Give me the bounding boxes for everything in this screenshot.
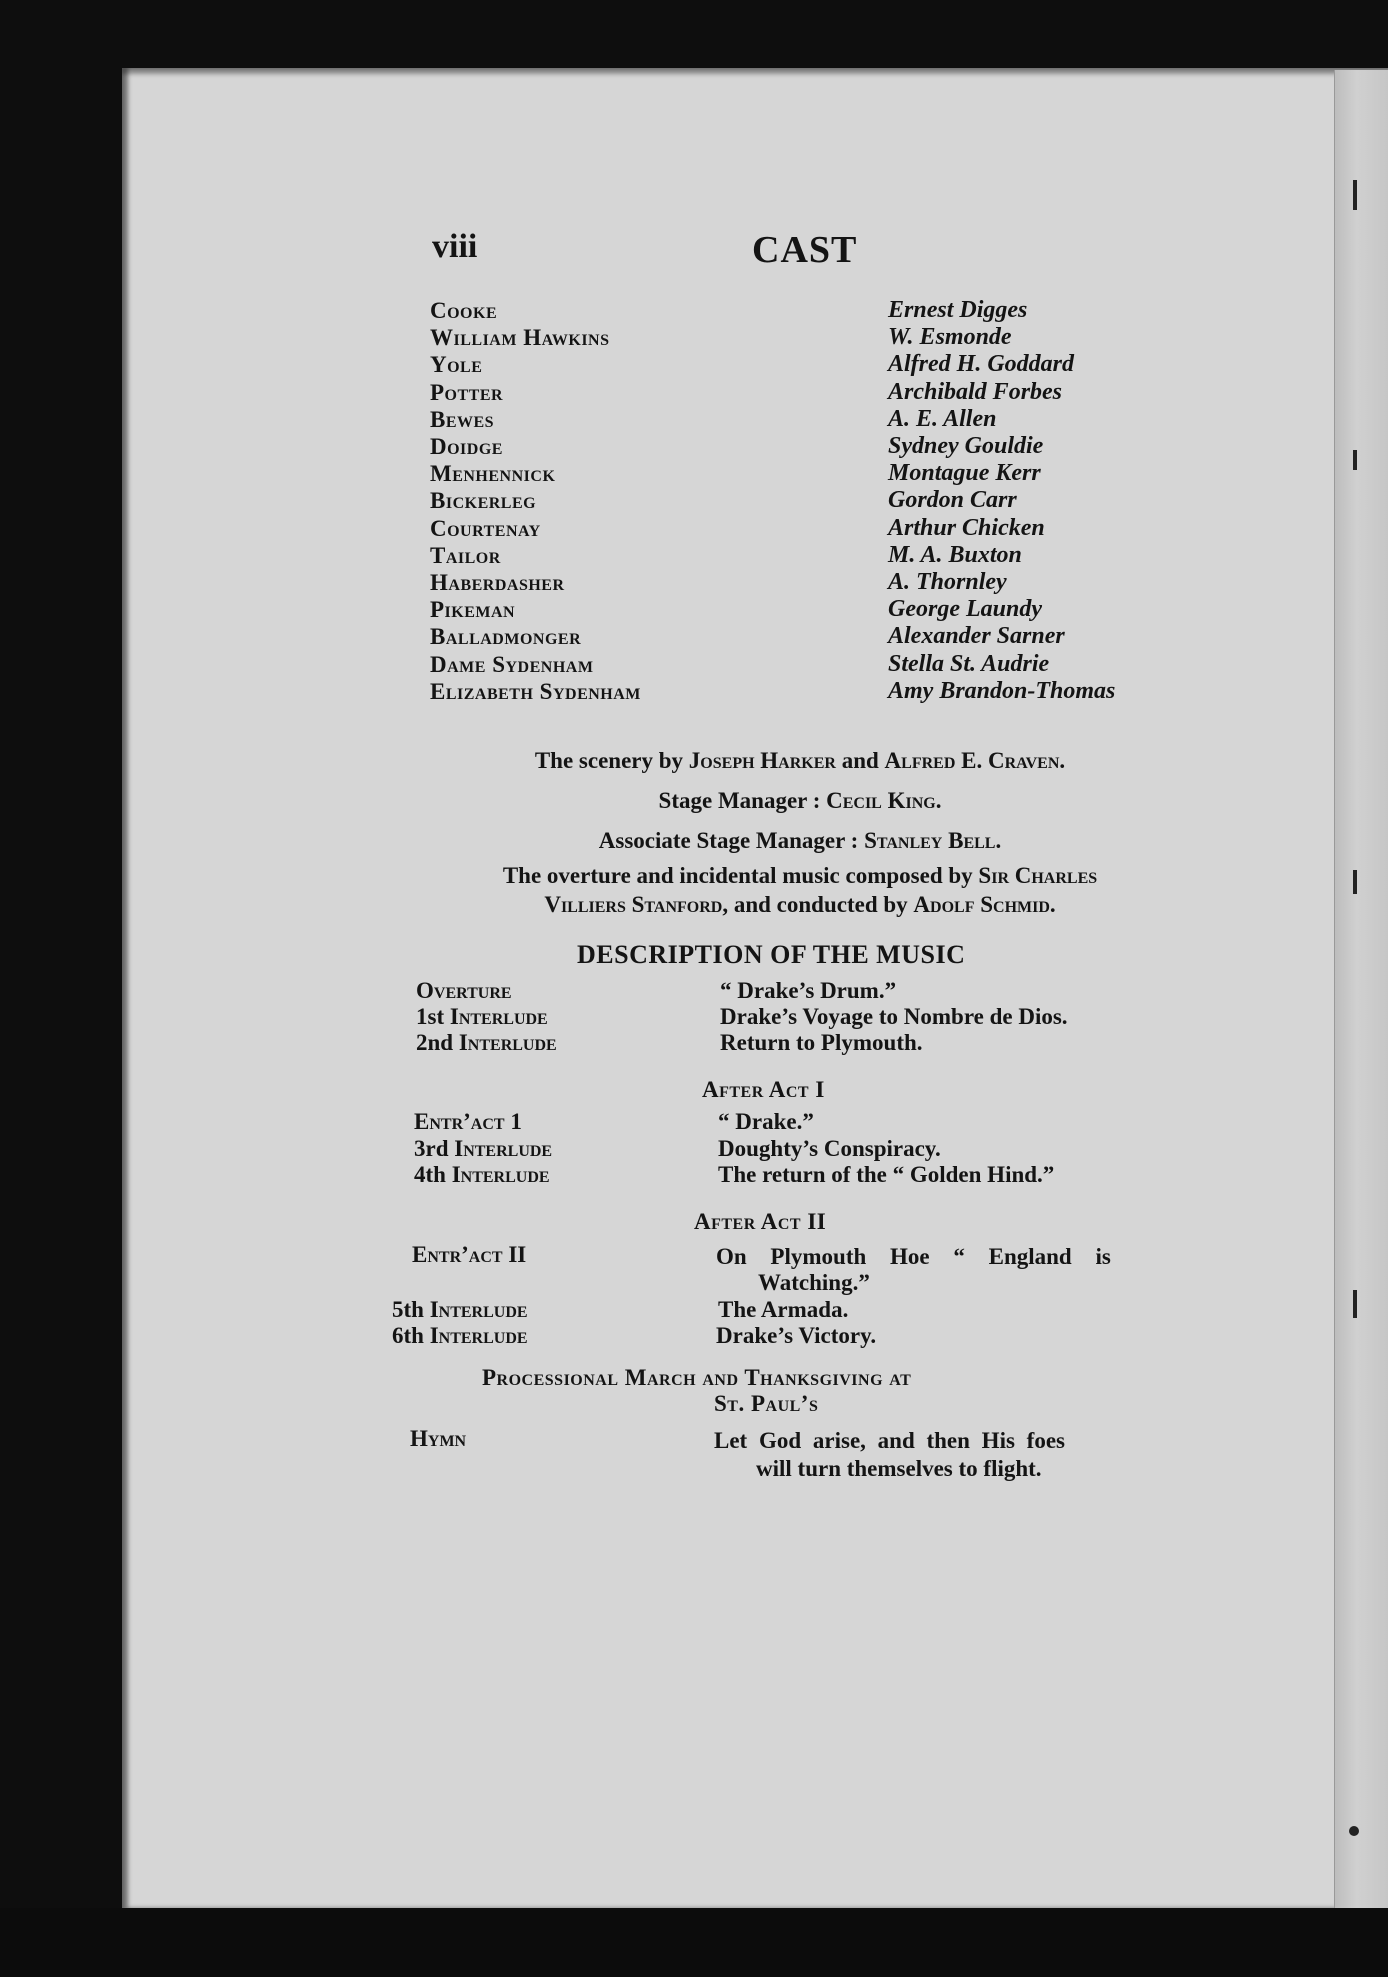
cast-role: Elizabeth Sydenham <box>430 678 641 704</box>
music-label-interlude-6 <box>392 1323 528 1349</box>
cast-actor: A. Thornley <box>888 569 1007 596</box>
music-credit-suffix: . <box>1049 892 1056 917</box>
scenery-credit <box>430 748 1170 774</box>
associate-name: Stanley Bell <box>864 828 996 853</box>
processional-heading-line-1: Processional March and Thanksgiving at <box>482 1365 912 1390</box>
cast-role: Cooke <box>430 298 498 323</box>
cast-role: Doidge <box>430 434 503 460</box>
cast-actor: Arthur Chicken <box>888 514 1045 541</box>
stage-manager-credit <box>430 788 1170 814</box>
stage-manager-name: Cecil King <box>826 788 936 813</box>
music-credit-prefix: The overture and incidental music composed by <box>502 863 979 888</box>
music-label-interlude-5 <box>392 1297 528 1323</box>
music-label-entract-2 <box>412 1242 526 1268</box>
page-edge <box>1334 70 1388 1910</box>
label-text: Interlude <box>454 1136 553 1161</box>
scenery-joiner: and <box>835 748 885 773</box>
music-label-interlude-2 <box>416 1030 557 1056</box>
cast-role: Pikeman <box>430 597 516 623</box>
cast-role: Tailor <box>430 542 501 568</box>
cast-actor: Sydney Gouldie <box>888 433 1044 460</box>
music-label-interlude-1 <box>416 1004 548 1030</box>
music-credit-mid: , and conducted by <box>722 892 914 917</box>
cast-actor: Montague Kerr <box>888 460 1041 487</box>
cast-role: Menhennick <box>430 461 556 487</box>
processional-heading-line-2: St. Paul’s <box>714 1391 819 1416</box>
associate-suffix: . <box>995 828 1002 853</box>
cast-actor: Archibald Forbes <box>888 378 1063 405</box>
music-desc-entract-2: On Plymouth Hoe “ England is <box>716 1244 1111 1269</box>
music-label-interlude-3 <box>414 1136 552 1162</box>
after-act-2-heading: After Act II <box>694 1209 827 1234</box>
composer-name-part-1: Sir Charles <box>978 863 1098 888</box>
label-text: Entr’act 1 <box>414 1109 522 1134</box>
scenery-name-1: Joseph Harker <box>688 748 836 773</box>
label-number: 4th <box>414 1162 452 1187</box>
cast-role: Haberdasher <box>430 570 565 596</box>
scenery-prefix: The scenery by <box>534 748 689 773</box>
cast-role: Courtenay <box>430 515 541 541</box>
cast-role: Balladmonger <box>430 624 582 650</box>
music-section-heading: DESCRIPTION OF THE MUSIC <box>577 940 966 969</box>
page-title: CAST <box>752 229 858 271</box>
conductor-name: Adolf Schmid <box>913 892 1050 917</box>
cast-role: Yole <box>430 352 483 378</box>
cast-role: Bickerleg <box>430 488 537 514</box>
scenery-suffix: . <box>1059 748 1066 773</box>
label-number: 1st <box>416 1004 450 1029</box>
cast-actor: George Laundy <box>888 596 1042 623</box>
label-number: 5th <box>392 1297 430 1322</box>
music-desc-interlude-5: The Armada. <box>718 1297 849 1322</box>
edge-mark <box>1349 1826 1359 1836</box>
edge-mark <box>1353 450 1357 470</box>
label-text: Interlude <box>451 1162 550 1187</box>
associate-prefix: Associate Stage Manager : <box>598 828 865 853</box>
cast-actor: Ernest Digges <box>888 297 1028 323</box>
scenery-name-2: Alfred E. Craven <box>884 748 1060 773</box>
music-desc-interlude-2: Return to Plymouth. <box>720 1030 923 1055</box>
cast-role: Potter <box>430 379 504 405</box>
music-label-interlude-4 <box>414 1162 550 1188</box>
music-label-overture <box>416 978 512 1004</box>
label-text: Overture <box>416 978 512 1003</box>
label-number: 6th <box>392 1323 430 1348</box>
music-desc-interlude-6: Drake’s Victory. <box>716 1323 877 1348</box>
label-text: Entr’act II <box>412 1242 527 1267</box>
associate-stage-manager-credit <box>430 828 1170 854</box>
composer-name-part-2: Villiers Stanford <box>544 892 723 917</box>
music-desc-overture: “ Drake’s Drum.” <box>720 978 897 1003</box>
label-number: 2nd <box>416 1030 459 1055</box>
music-credit-line-1 <box>420 863 1180 889</box>
cast-actor: W. Esmonde <box>888 324 1012 351</box>
music-desc-interlude-4: The return of the “ Golden Hind.” <box>718 1162 1055 1187</box>
cast-actor: Alexander Sarner <box>888 623 1065 650</box>
music-desc-interlude-3: Doughty’s Conspiracy. <box>718 1136 941 1161</box>
music-desc-interlude-1: Drake’s Voyage to Nombre de Dios. <box>720 1004 1068 1029</box>
cast-role: Bewes <box>430 406 495 432</box>
stage-manager-prefix: Stage Manager : <box>658 788 827 813</box>
label-text: Interlude <box>429 1323 528 1348</box>
page-number: viii <box>432 228 478 265</box>
label-text: Interlude <box>449 1004 548 1029</box>
cast-actor: Alfred H. Goddard <box>888 351 1074 378</box>
edge-mark <box>1353 1290 1357 1318</box>
cast-role: Dame Sydenham <box>430 651 594 677</box>
label-text: Interlude <box>429 1297 528 1322</box>
stage-manager-suffix: . <box>935 788 942 813</box>
cast-actor: Stella St. Audrie <box>888 650 1050 677</box>
music-desc-entract-1: “ Drake.” <box>718 1109 814 1134</box>
music-credit-line-2 <box>420 892 1180 918</box>
label-text: Interlude <box>458 1030 557 1055</box>
cast-role: William Hawkins <box>430 325 610 351</box>
hymn-desc-line-2: will turn themselves to flight. <box>756 1456 1042 1481</box>
label-number: 3rd <box>414 1136 455 1161</box>
edge-mark <box>1353 870 1357 894</box>
cast-actors <box>888 297 1115 705</box>
hymn-label: Hymn <box>410 1426 467 1451</box>
cast-actor: A. E. Allen <box>888 405 997 432</box>
cast-actor: Gordon Carr <box>888 487 1017 514</box>
cast-actor: M. A. Buxton <box>888 541 1022 568</box>
cast-roles <box>430 297 641 705</box>
after-act-1-heading: After Act I <box>702 1077 825 1102</box>
edge-mark <box>1353 180 1357 210</box>
scan-border-bottom <box>0 1908 1388 1977</box>
hymn-desc-line-1: Let God arise, and then His foes <box>714 1428 1065 1453</box>
cast-actor: Amy Brandon-Thomas <box>888 677 1116 704</box>
music-desc-entract-2-cont: Watching.” <box>758 1270 870 1295</box>
music-label-entract-1 <box>414 1109 522 1135</box>
